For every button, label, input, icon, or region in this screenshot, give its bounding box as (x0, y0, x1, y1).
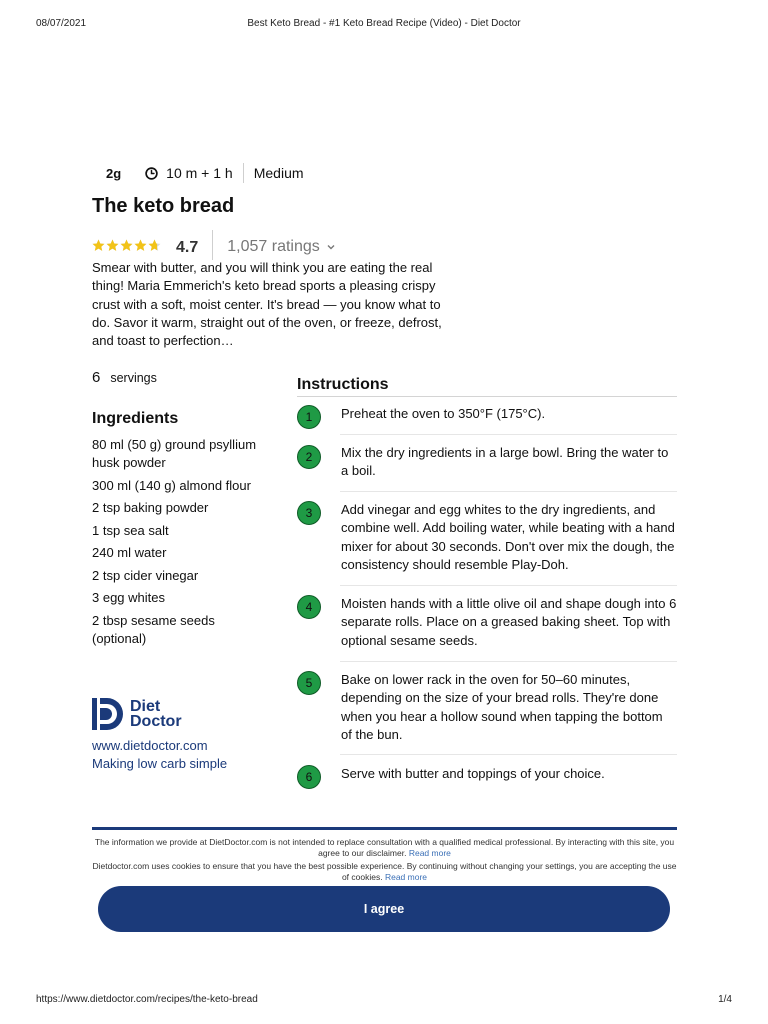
step-number-badge: 2 (297, 445, 321, 469)
step-number-badge: 5 (297, 671, 321, 695)
star-icon[interactable] (148, 239, 161, 252)
ingredients-list (92, 436, 262, 652)
consent-banner-rule (92, 827, 677, 830)
print-date: 08/07/2021 (36, 18, 87, 29)
step-text: Mix the dry ingredients in a large bowl. Bring the water to a boil. (341, 445, 669, 479)
cookie-read-more-link[interactable]: Read more (384, 871, 428, 882)
ingredient-item: 2 tbsp sesame seeds (optional) (92, 612, 215, 646)
step-text: Bake on lower rack in the oven for 50–60 minutes, depending on the size of your bread rolls. They're done when you hear a hollow sound when tapping the bottom of the bun. (341, 672, 663, 742)
step-divider (340, 754, 677, 755)
print-page-title: Best Keto Bread - #1 Keto Bread Recipe (Video) - Diet Doctor (247, 18, 521, 29)
net-carbs: 2g (106, 165, 122, 181)
disclaimer-text: The information we provide at DietDoctor.com is not intended to replace consultation with a qualified medical professional. By interacting with this site, you agree to our disclaimer. (94, 837, 675, 858)
step-divider (340, 585, 677, 586)
star-rating[interactable] (92, 239, 162, 252)
recipe-meta-row (106, 163, 304, 183)
servings-selector[interactable] (92, 369, 157, 386)
instruction-step[interactable] (297, 501, 677, 574)
instructions-divider (297, 396, 677, 397)
step-number-badge: 1 (297, 405, 321, 429)
step-text: Preheat the oven to 350°F (175°C). (341, 406, 546, 421)
ingredient-item: 240 ml water (92, 545, 167, 560)
step-text: Serve with butter and toppings of your choice. (341, 766, 605, 781)
star-icon[interactable] (120, 239, 133, 252)
step-number-badge: 6 (297, 765, 321, 789)
instruction-step[interactable] (297, 444, 677, 481)
ingredient-item: 2 tsp cider vinegar (92, 567, 199, 583)
meta-divider (243, 163, 244, 183)
cookie-notice (92, 861, 677, 882)
site-tagline: Making low carb simple (92, 756, 228, 771)
logo-word-doctor: Doctor (130, 713, 182, 730)
step-text: Moisten hands with a little olive oil and shape dough into 6 separate rolls. Place on a greased baking sheet. Top with optional sesame seeds. (341, 596, 677, 648)
ratings-count: 1,057 ratings (227, 238, 320, 255)
ingredient-item: 2 tsp baking powder (92, 500, 209, 515)
ingredient-item: 3 egg whites (92, 590, 165, 605)
star-icon[interactable] (92, 239, 105, 252)
agree-button[interactable]: I agree (98, 886, 670, 932)
servings-label: servings (110, 371, 157, 385)
ingredient-item: 80 ml (50 g) ground psyllium husk powder (92, 437, 257, 470)
disclaimer-notice (92, 837, 677, 858)
instruction-step[interactable] (297, 765, 677, 789)
logo-word-diet: Diet (130, 698, 161, 715)
print-url: https://www.dietdoctor.com/recipes/the-keto-bread (36, 994, 258, 1005)
ingredient-item: 300 ml (140 g) almond flour (92, 477, 251, 493)
ratings-count-toggle[interactable] (227, 238, 336, 256)
diet-doctor-logo-icon (92, 696, 124, 732)
step-text: Add vinegar and egg whites to the dry ingredients, and combine well. Add boiling water, while beating with a hand mixer for about 30 seconds. Don't over mix the dough, the consistency should resemble Play-Doh. (341, 502, 675, 572)
site-url-link[interactable]: www.dietdoctor.com (92, 738, 208, 753)
instruction-step[interactable] (297, 671, 677, 744)
instructions-heading: Instructions (297, 376, 389, 393)
rating-value: 4.7 (176, 239, 199, 256)
step-divider (340, 491, 677, 492)
servings-count[interactable]: 6 (92, 369, 101, 386)
logo-wordmark (130, 699, 182, 729)
ingredients-heading: Ingredients (92, 410, 179, 427)
step-number-badge: 3 (297, 501, 321, 525)
instruction-step[interactable] (297, 595, 677, 650)
disclaimer-read-more-link[interactable]: Read more (408, 847, 451, 858)
recipe-description: Smear with butter, and you will think you are eating the real thing! Maria Emmerich's keto bread sports a pleasing crispy crust with a soft, moist center. It's bread — you know what to do. Savor it warm, straight out of the oven, or freeze, defrost, and toast to perfection… (92, 260, 442, 349)
step-divider (340, 661, 677, 662)
step-number-badge: 4 (297, 595, 321, 619)
print-page-number: 1/4 (718, 994, 732, 1005)
recipe-title: The keto bread (92, 195, 235, 217)
cookie-text: Dietdoctor.com uses cookies to ensure that you have the best possible experience. By continuing without changing your settings, you are accepting the use of cookies. (92, 861, 677, 882)
difficulty: Medium (253, 165, 304, 181)
chevron-down-icon (326, 242, 336, 252)
star-icon[interactable] (134, 239, 147, 252)
ingredient-item: 1 tsp sea salt (92, 522, 169, 538)
instruction-step[interactable] (297, 405, 677, 429)
cook-time-label: 10 m + 1 h (166, 165, 233, 181)
cook-time (145, 165, 233, 181)
star-icon[interactable] (106, 239, 119, 252)
rating-row[interactable] (92, 228, 336, 262)
step-divider (340, 434, 677, 435)
rating-divider (212, 230, 213, 260)
clock-icon (145, 167, 158, 180)
diet-doctor-logo[interactable] (92, 696, 182, 732)
